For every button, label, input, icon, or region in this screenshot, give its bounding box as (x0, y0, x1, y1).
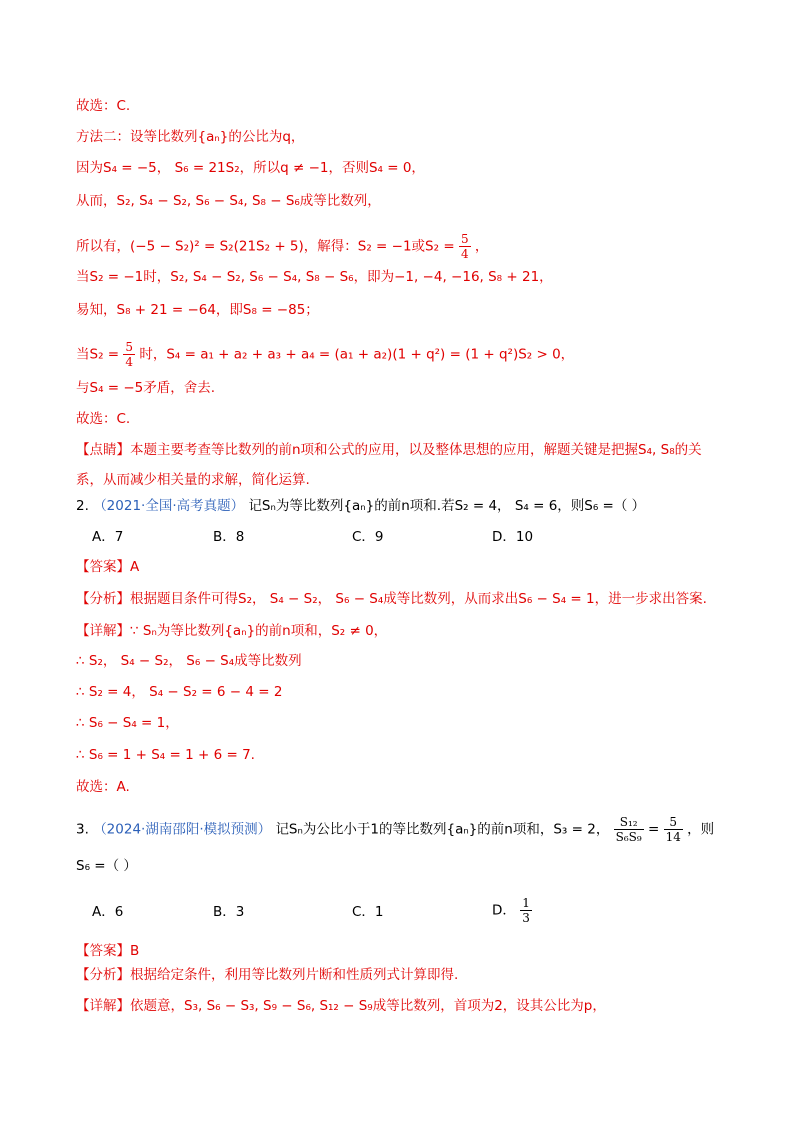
question-source: （2024·湖南邵阳·模拟预测） (93, 821, 272, 838)
fraction-denominator: 3 (522, 911, 530, 925)
text-line: 故选：C. (76, 98, 131, 114)
text-line: 因为S₄ = −5， S₆ = 21S₂，所以q ≠ −1，否则S₄ = 0， (76, 160, 425, 176)
fraction-numerator: 5 (460, 232, 469, 246)
text-segment: 时，S₄ = a₁ + a₂ + a₃ + a₄ = (a₁ + a₂)(1 + q²) = (1 + q²)S₂ > 0， (139, 346, 575, 363)
fraction (123, 340, 135, 369)
question-2-stem (76, 496, 760, 516)
option-b: B．3 (213, 904, 245, 920)
fraction (520, 896, 532, 925)
text-line: 当S₂ = −1时，S₂, S₄ − S₂, S₆ − S₄, S₈ − S₆，即为−1, −4, −16, S₈ + 21， (76, 269, 553, 285)
fraction-numerator: 5 (125, 340, 134, 354)
text-segment: 所以有，(−5 − S₂)² = S₂(21S₂ + 5)，解得：S₂ = −1或S₂ = (76, 238, 455, 255)
text-line: 故选：C. (76, 411, 131, 427)
option-a: A．7 (92, 529, 124, 545)
option-a: A．6 (92, 904, 124, 920)
question-3-stem-continued: S₆ =（ ） (76, 858, 137, 874)
detail-line: ∴ S₂ = 4， S₄ − S₂ = 6 − 4 = 2 (76, 684, 283, 700)
text-segment: ， (474, 238, 489, 255)
fraction-numerator: S₁₂ (614, 815, 644, 830)
fraction-numerator: 1 (522, 896, 530, 910)
option-d-label: D． (492, 902, 516, 919)
equals-sign: = (647, 821, 660, 838)
text-line: 系，从而减少相关量的求解，简化运算. (76, 472, 310, 488)
fraction-denominator: 4 (460, 247, 469, 261)
detail-line: 【详解】∵ Sₙ为等比数列{aₙ}的前n项和，S₂ ≠ 0， (76, 623, 388, 639)
question-3-stem (76, 815, 760, 844)
fraction-denominator: S₆S₉ (615, 830, 642, 844)
text-segment: 当S₂ = (76, 346, 120, 363)
question-text: 记Sₙ为等比数列{aₙ}的前n项和.若S₂ = 4， S₄ = 6，则S₆ =（ ） (248, 498, 646, 514)
option-c: C．1 (352, 904, 384, 920)
analysis-line: 【分析】根据题目条件可得S₂， S₄ − S₂， S₆ − S₄成等比数列，从而求出S₆ − S₄ = 1，进一步求出答案. (76, 591, 707, 607)
detail-line: ∴ S₂， S₄ − S₂， S₆ − S₄成等比数列 (76, 653, 302, 669)
fraction-denominator: 4 (125, 355, 134, 369)
option-d (492, 896, 532, 925)
question-text: ，则 (687, 821, 715, 838)
fraction-denominator: 14 (665, 830, 681, 844)
conclusion-line: 故选：A. (76, 779, 130, 795)
detail-line: ∴ S₆ = 1 + S₄ = 1 + 6 = 7. (76, 747, 255, 763)
text-line: 易知，S₈ + 21 = −64，即S₈ = −85； (76, 302, 319, 318)
analysis-line: 【分析】根据给定条件，利用等比数列片断和性质列式计算即得. (76, 967, 459, 983)
fraction (614, 815, 644, 844)
fraction-numerator: 5 (664, 815, 683, 830)
answer-line: 【答案】A (76, 559, 140, 575)
fraction (664, 815, 683, 844)
option-d: D．10 (492, 529, 534, 545)
detail-line: 【详解】依题意，S₃, S₆ − S₃, S₉ − S₆, S₁₂ − S₉成等比数列，首项为2，设其公比为p， (76, 998, 606, 1014)
detail-line: ∴ S₆ − S₄ = 1， (76, 715, 179, 731)
text-line (76, 232, 760, 261)
text-line: 【点睛】本题主要考查等比数列的前n项和公式的应用，以及整体思想的应用，解题关键是把握S₄, S₈的关 (76, 442, 702, 458)
question-number: 2. (76, 498, 89, 514)
fraction (459, 232, 471, 261)
text-line: 方法二：设等比数列{aₙ}的公比为q， (76, 129, 305, 145)
text-line (76, 340, 760, 369)
question-source: （2021·全国·高考真题） (93, 498, 245, 514)
question-number: 3. (76, 821, 89, 838)
answer-line: 【答案】B (76, 943, 140, 959)
option-b: B．8 (213, 529, 245, 545)
text-line: 从而，S₂, S₄ − S₂, S₆ − S₄, S₈ − S₆成等比数列， (76, 193, 381, 209)
question-text: 记Sₙ为公比小于1的等比数列{aₙ}的前n项和，S₃ = 2， (275, 821, 610, 838)
text-line: 与S₄ = −5矛盾，舍去. (76, 380, 216, 396)
option-c: C．9 (352, 529, 384, 545)
